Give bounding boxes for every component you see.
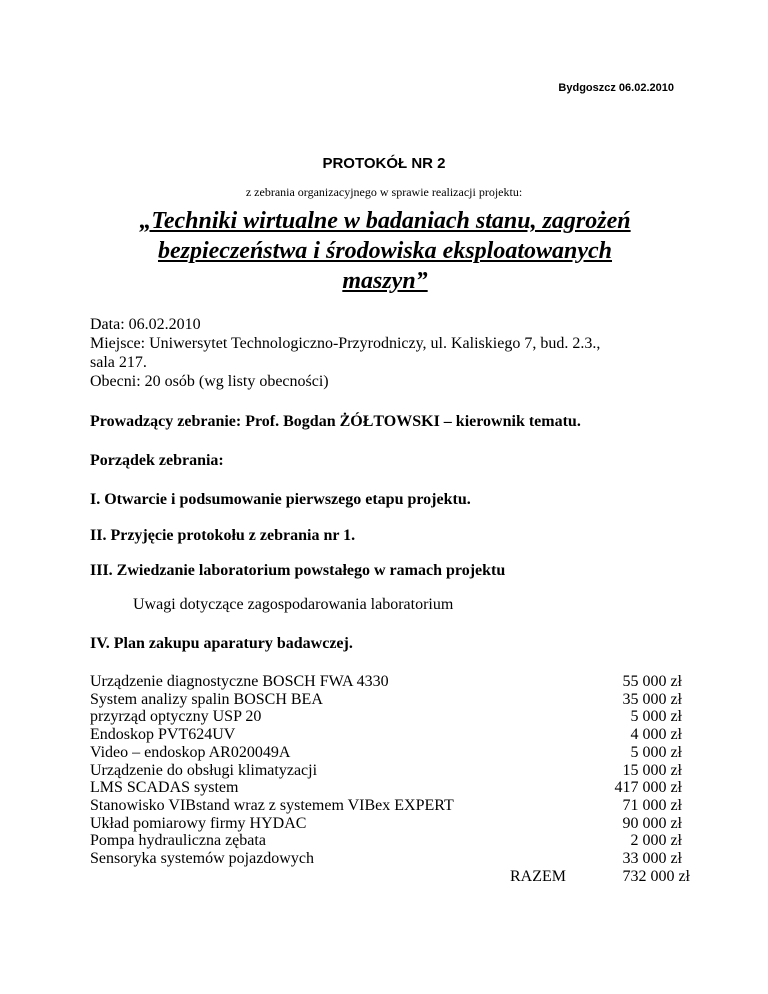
meeting-attendees: Obecni: 20 osób (wg listy obecności) — [90, 373, 329, 390]
equipment-price: 4 000 zł — [630, 726, 682, 744]
equipment-price: 5 000 zł — [630, 708, 682, 726]
equipment-row — [90, 815, 690, 833]
equipment-row — [90, 673, 690, 691]
equipment-name: Pompa hydrauliczna zębata — [90, 832, 266, 850]
meeting-date: Data: 06.02.2010 — [90, 316, 201, 333]
equipment-price: 90 000 zł — [622, 814, 682, 832]
meeting-chair: Prowadzący zebranie: Prof. Bogdan ŻÓŁTOWSKI – kierownik tematu. — [90, 413, 581, 430]
equipment-name: Sensoryka systemów pojazdowych — [90, 850, 314, 868]
agenda-note: Uwagi dotyczące zagospodarowania laboratorium — [133, 596, 454, 613]
agenda-item-1: I. Otwarcie i podsumowanie pierwszego etapu projektu. — [90, 491, 471, 508]
equipment-total-value: 732 000 zł — [622, 867, 690, 885]
equipment-row — [90, 744, 690, 762]
equipment-price: 55 000 zł — [622, 673, 682, 690]
equipment-price: 417 000 zł — [614, 779, 682, 797]
equipment-total-label: RAZEM — [510, 867, 566, 885]
equipment-row — [90, 832, 690, 850]
equipment-row — [90, 726, 690, 744]
meeting-place-line-2: sala 217. — [90, 354, 147, 371]
equipment-row — [90, 850, 690, 868]
meeting-meta — [90, 315, 690, 391]
equipment-name: przyrząd optyczny USP 20 — [90, 708, 262, 726]
equipment-name: Urządzenie diagnostyczne BOSCH FWA 4330 — [90, 673, 389, 690]
project-title-line-1: „Techniki wirtualne w badaniach stanu, zagrożeń — [139, 208, 631, 234]
equipment-name: Video – endoskop AR020049A — [90, 743, 291, 761]
equipment-name: Endoskop PVT624UV — [90, 726, 236, 744]
equipment-price: 33 000 zł — [622, 850, 682, 868]
equipment-name: Urządzenie do obsługi klimatyzacji — [90, 761, 318, 779]
project-title — [90, 206, 680, 296]
protocol-subtitle: z zebrania organizacyjnego w sprawie realizacji projektu: — [245, 185, 523, 199]
equipment-price: 35 000 zł — [622, 690, 682, 708]
agenda-item-2: II. Przyjęcie protokołu z zebrania nr 1. — [90, 527, 356, 544]
equipment-total-row — [90, 868, 690, 886]
equipment-row — [90, 691, 690, 709]
equipment-row — [90, 779, 690, 797]
agenda-item-4: IV. Plan zakupu aparatury badawczej. — [90, 635, 353, 652]
equipment-price: 5 000 zł — [630, 743, 682, 761]
equipment-name: Stanowisko VIBstand wraz z systemem VIBex EXPERT — [90, 796, 454, 814]
project-title-line-2: bezpieczeństwa i środowiska eksploatowanych — [157, 238, 613, 264]
date-line: Bydgoszcz 06.02.2010 — [558, 82, 674, 94]
meeting-place-line-1: Miejsce: Uniwersytet Technologiczno-Przyrodniczy, ul. Kaliskiego 7, bud. 2.3., — [90, 335, 601, 352]
equipment-row — [90, 797, 690, 815]
project-title-line-3: maszyn” — [342, 268, 428, 294]
equipment-name: LMS SCADAS system — [90, 779, 239, 797]
equipment-name: Układ pomiarowy firmy HYDAC — [90, 814, 307, 832]
agenda-heading: Porządek zebrania: — [90, 452, 224, 469]
equipment-price: 15 000 zł — [622, 761, 682, 779]
agenda-item-3: III. Zwiedzanie laboratorium powstałego w ramach projektu — [90, 562, 506, 579]
protocol-title: PROTOKÓŁ NR 2 — [322, 155, 446, 172]
equipment-list — [90, 673, 690, 885]
equipment-price: 71 000 zł — [622, 796, 682, 814]
equipment-price: 2 000 zł — [630, 832, 682, 850]
equipment-row — [90, 708, 690, 726]
equipment-name: System analizy spalin BOSCH BEA — [90, 690, 323, 708]
equipment-row — [90, 762, 690, 780]
